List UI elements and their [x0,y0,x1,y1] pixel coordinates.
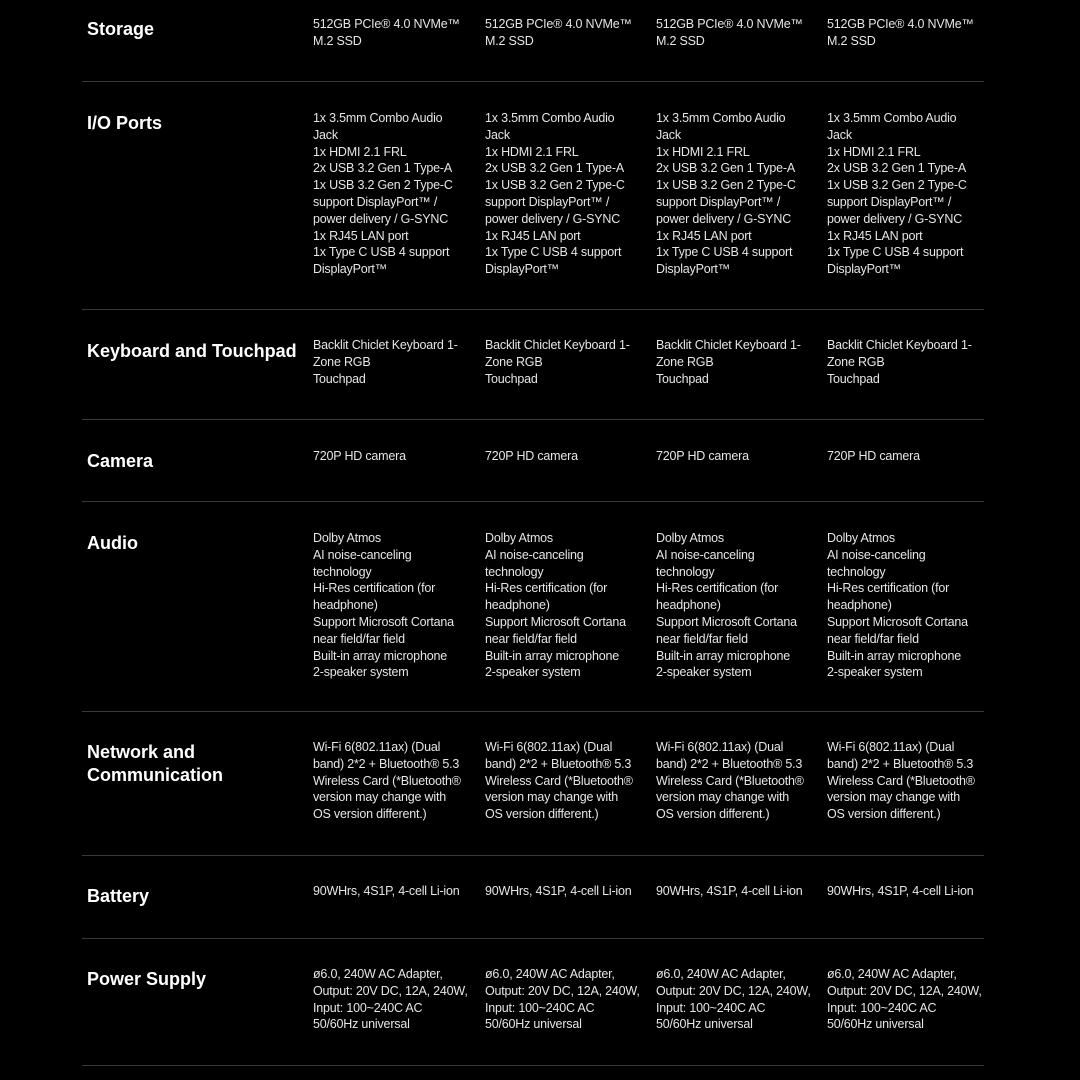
spec-value: Dolby Atmos AI noise-canceling technology Hi-Res certification (for headphone) Support Microsoft Cortana near field/far field Built-in array microphone 2-speaker system [313,531,454,680]
spec-label: Network and Communication [87,742,224,785]
spec-value: 1x 3.5mm Combo Audio Jack 1x HDMI 2.1 FRL 2x USB 3.2 Gen 1 Type-A 1x USB 3.2 Gen 2 Type-C support DisplayPort™ / power delivery / G-SYNC 1x RJ45 LAN port 1x Type C USB 4 support DisplayPort™ [827,111,967,277]
spec-value: Wi-Fi 6(802.11ax) (Dual band) 2*2 + Bluetooth® 5.3 Wireless Card (*Bluetooth® version may change with OS version different.) [656,740,804,822]
spec-value: ø6.0, 240W AC Adapter, Output: 20V DC, 12A, 240W, Input: 100~240C AC 50/60Hz universal [827,967,982,1032]
spec-label: Power Supply [87,969,207,989]
spec-label: Camera [87,451,154,471]
spec-row-audio [82,502,984,712]
spec-value: 720P HD camera [656,449,749,463]
spec-value: Backlit Chiclet Keyboard 1- Zone RGB Touchpad [313,338,458,386]
spec-value: Backlit Chiclet Keyboard 1- Zone RGB Touchpad [656,338,801,386]
spec-value: 512GB PCIe® 4.0 NVMe™ M.2 SSD [656,17,803,48]
spec-row-keyboard-touchpad [82,310,984,420]
spec-row-power-supply [82,939,984,1066]
spec-value: Dolby Atmos AI noise-canceling technology Hi-Res certification (for headphone) Support Microsoft Cortana near field/far field Built-in array microphone 2-speaker system [656,531,797,680]
spec-value: ø6.0, 240W AC Adapter, Output: 20V DC, 12A, 240W, Input: 100~240C AC 50/60Hz universal [656,967,811,1032]
spec-label: I/O Ports [87,113,163,133]
spec-value: Wi-Fi 6(802.11ax) (Dual band) 2*2 + Bluetooth® 5.3 Wireless Card (*Bluetooth® version may change with OS version different.) [313,740,461,822]
spec-row-battery [82,856,984,939]
spec-value: 720P HD camera [485,449,578,463]
spec-value: 720P HD camera [313,449,406,463]
spec-value: 1x 3.5mm Combo Audio Jack 1x HDMI 2.1 FRL 2x USB 3.2 Gen 1 Type-A 1x USB 3.2 Gen 2 Type-C support DisplayPort™ / power delivery / G-SYNC 1x RJ45 LAN port 1x Type C USB 4 support DisplayPort™ [313,111,453,277]
spec-table [82,0,984,1066]
spec-value: Backlit Chiclet Keyboard 1- Zone RGB Touchpad [485,338,630,386]
spec-row-network [82,712,984,856]
spec-label: Audio [87,533,138,553]
spec-value: 90WHrs, 4S1P, 4-cell Li-ion [313,884,460,898]
spec-value: Dolby Atmos AI noise-canceling technology Hi-Res certification (for headphone) Support Microsoft Cortana near field/far field Built-in array microphone 2-speaker system [485,531,626,680]
spec-row-storage [82,0,984,82]
spec-row-io-ports [82,82,984,310]
spec-value: Wi-Fi 6(802.11ax) (Dual band) 2*2 + Bluetooth® 5.3 Wireless Card (*Bluetooth® version may change with OS version different.) [485,740,633,822]
spec-value: 90WHrs, 4S1P, 4-cell Li-ion [485,884,632,898]
spec-label: Battery [87,886,150,906]
spec-value: ø6.0, 240W AC Adapter, Output: 20V DC, 12A, 240W, Input: 100~240C AC 50/60Hz universal [485,967,640,1032]
spec-value: 512GB PCIe® 4.0 NVMe™ M.2 SSD [485,17,632,48]
spec-value: 1x 3.5mm Combo Audio Jack 1x HDMI 2.1 FRL 2x USB 3.2 Gen 1 Type-A 1x USB 3.2 Gen 2 Type-C support DisplayPort™ / power delivery / G-SYNC 1x RJ45 LAN port 1x Type C USB 4 support DisplayPort™ [485,111,625,277]
spec-value: Wi-Fi 6(802.11ax) (Dual band) 2*2 + Bluetooth® 5.3 Wireless Card (*Bluetooth® version may change with OS version different.) [827,740,975,822]
spec-value: ø6.0, 240W AC Adapter, Output: 20V DC, 12A, 240W, Input: 100~240C AC 50/60Hz universal [313,967,468,1032]
spec-value: Dolby Atmos AI noise-canceling technology Hi-Res certification (for headphone) Support Microsoft Cortana near field/far field Built-in array microphone 2-speaker system [827,531,968,680]
spec-value: 90WHrs, 4S1P, 4-cell Li-ion [656,884,803,898]
spec-label: Keyboard and Touchpad [87,341,297,361]
spec-value: 1x 3.5mm Combo Audio Jack 1x HDMI 2.1 FRL 2x USB 3.2 Gen 1 Type-A 1x USB 3.2 Gen 2 Type-C support DisplayPort™ / power delivery / G-SYNC 1x RJ45 LAN port 1x Type C USB 4 support DisplayPort™ [656,111,796,277]
spec-value: Backlit Chiclet Keyboard 1- Zone RGB Touchpad [827,338,972,386]
spec-value: 720P HD camera [827,449,920,463]
spec-value: 512GB PCIe® 4.0 NVMe™ M.2 SSD [313,17,460,48]
spec-value: 512GB PCIe® 4.0 NVMe™ M.2 SSD [827,17,974,48]
spec-value: 90WHrs, 4S1P, 4-cell Li-ion [827,884,974,898]
spec-label: Storage [87,19,155,39]
spec-row-camera [82,420,984,502]
